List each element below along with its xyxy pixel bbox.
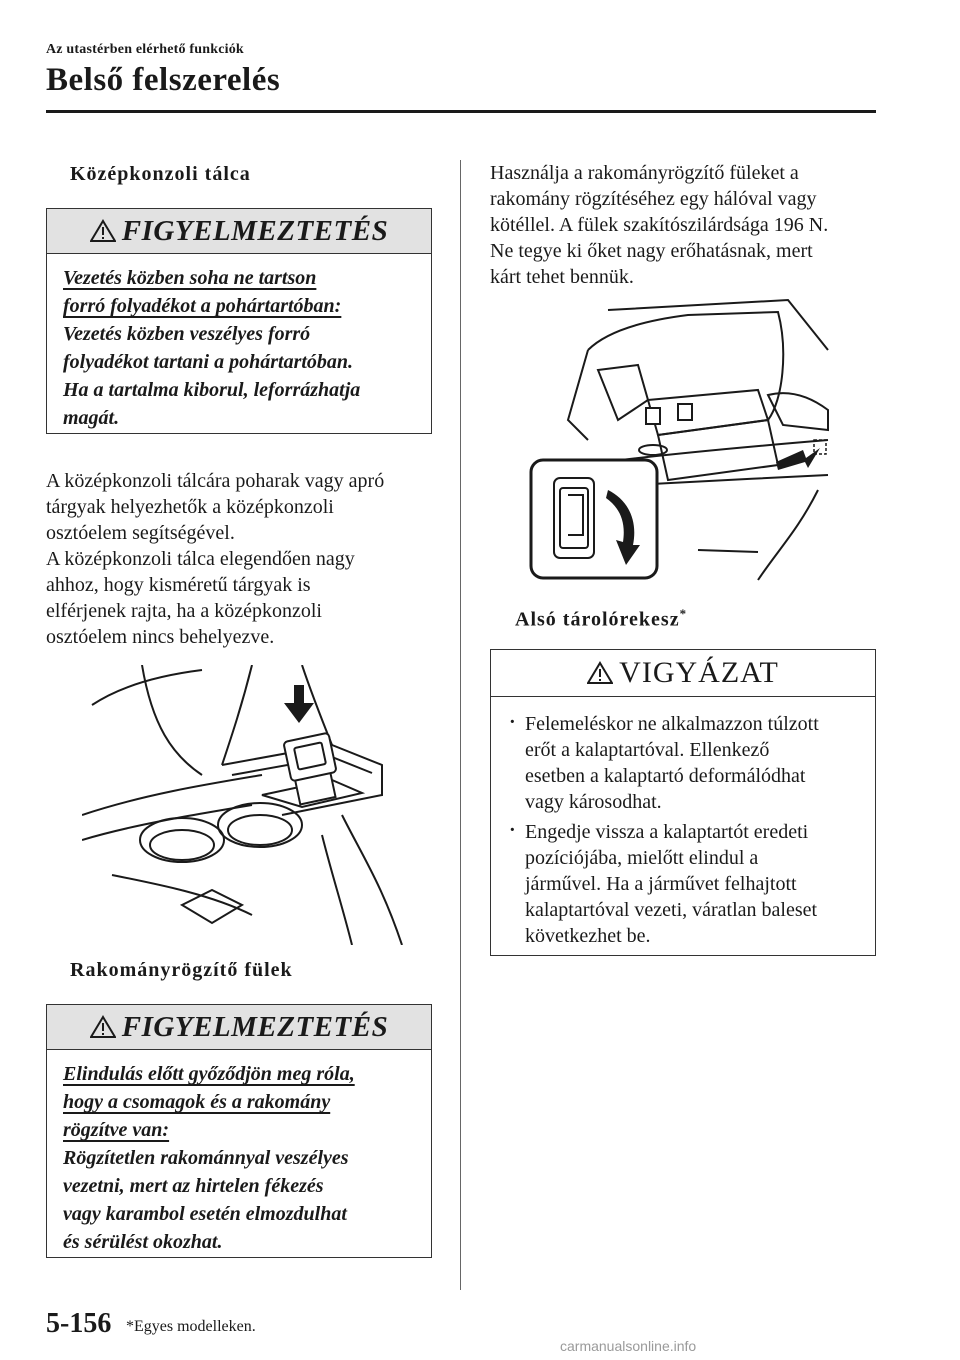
page-title: Belső felszerelés: [46, 62, 281, 98]
console-tray-paragraph: [46, 468, 446, 650]
cargo-hooks-paragraph: [490, 160, 890, 290]
page-number: 5-156: [46, 1308, 112, 1339]
text-line: következhet be.: [525, 925, 651, 947]
model-footnote-mark: *: [679, 606, 688, 621]
warning-text: [47, 254, 431, 444]
text-line: vagy károsodhat.: [525, 791, 662, 813]
caution-list: [491, 697, 875, 967]
text-line: kötéllel. A fülek szakítószilárdsága 196 N.: [490, 214, 829, 236]
title-rule: [46, 110, 876, 113]
warning-line: Ha a tartalma kiborul, leforrázhatja: [63, 379, 361, 401]
center-console-illustration: [82, 665, 422, 945]
text-line: ahhoz, hogy kisméretű tárgyak is: [46, 574, 311, 596]
warning-line: Elindulás előtt győződjön meg róla,: [63, 1063, 355, 1085]
warning-line: vagy karambol esetén elmozdulhat: [63, 1203, 347, 1225]
heading-center-console-tray: Középkonzoli tálca: [70, 163, 251, 185]
heading-lower-storage: [515, 606, 687, 632]
text-line: erőt a kalaptartóval. Ellenkező: [525, 739, 770, 761]
warning-title: FIGYELMEZTETÉS: [121, 1010, 389, 1043]
warning-line: rögzítve van:: [63, 1119, 170, 1141]
warning-triangle-icon: [587, 661, 613, 685]
list-item: [515, 711, 857, 815]
text-line: A középkonzoli tálcára poharak vagy apró: [46, 470, 385, 492]
text-line: rakomány rögzítéséhez egy hálóval vagy: [490, 188, 817, 210]
warning-line: Vezetés közben soha ne tartson: [63, 267, 317, 289]
text-line: · Engedje vissza a kalaptartót eredeti: [525, 821, 809, 843]
text-line: kárt tehet bennük.: [490, 266, 634, 288]
warning-line: és sérülést okozhat.: [63, 1231, 223, 1253]
footnote: *Egyes modelleken.: [126, 1318, 256, 1335]
warning-triangle-icon: [90, 1015, 116, 1039]
warning-line: vezetni, mert az hirtelen fékezés: [63, 1175, 324, 1197]
heading-text: Alsó tárolórekesz: [515, 608, 680, 631]
warning-box-hot-liquid: [46, 208, 432, 434]
warning-title: FIGYELMEZTETÉS: [121, 214, 389, 247]
text-line: osztóelem segítségével.: [46, 522, 235, 544]
warning-triangle-icon: [90, 219, 116, 243]
text-line: Használja a rakományrögzítő füleket a: [490, 162, 799, 184]
warning-line: hogy a csomagok és a rakomány: [63, 1091, 331, 1113]
text-line: kalaptartóval vezeti, váratlan baleset: [525, 899, 818, 921]
watermark: carmanualsonline.info: [560, 1338, 697, 1354]
text-line: elférjenek rajta, ha a középkonzoli: [46, 600, 322, 622]
heading-cargo-hooks: Rakományrögzítő fülek: [70, 959, 293, 981]
text-line: járművel. Ha a járművet felhajtott: [525, 873, 797, 895]
text-line: A középkonzoli tálca elegendően nagy: [46, 548, 355, 570]
section-label: Az utastérben elérhető funkciók: [46, 42, 244, 57]
warning-box-cargo: [46, 1004, 432, 1258]
text-line: tárgyak helyezhetők a középkonzoli: [46, 496, 334, 518]
caution-box-tonneau: [490, 649, 876, 956]
warning-line: forró folyadékot a pohártartóban:: [63, 295, 342, 317]
warning-line: Rögzítetlen rakománnyal veszélyes: [63, 1147, 349, 1169]
warning-text: [47, 1050, 431, 1268]
warning-header: [47, 209, 431, 254]
text-line: pozíciójába, mielőtt elindul a: [525, 847, 759, 869]
caution-title: VIGYÁZAT: [619, 656, 779, 689]
warning-line: folyadékot tartani a pohártartóban.: [63, 351, 354, 373]
list-item: [515, 819, 857, 949]
column-divider: [460, 160, 461, 1290]
warning-line: Vezetés közben veszélyes forró: [63, 323, 311, 345]
text-line: osztóelem nincs behelyezve.: [46, 626, 275, 648]
warning-line: magát.: [63, 407, 120, 429]
warning-header: [47, 1005, 431, 1050]
text-line: esetben a kalaptartó deformálódhat: [525, 765, 806, 787]
cargo-area-illustration: [528, 290, 838, 582]
caution-header: [491, 650, 875, 697]
text-line: · Felemeléskor ne alkalmazzon túlzott: [525, 713, 819, 735]
text-line: Ne tegye ki őket nagy erőhatásnak, mert: [490, 240, 813, 262]
